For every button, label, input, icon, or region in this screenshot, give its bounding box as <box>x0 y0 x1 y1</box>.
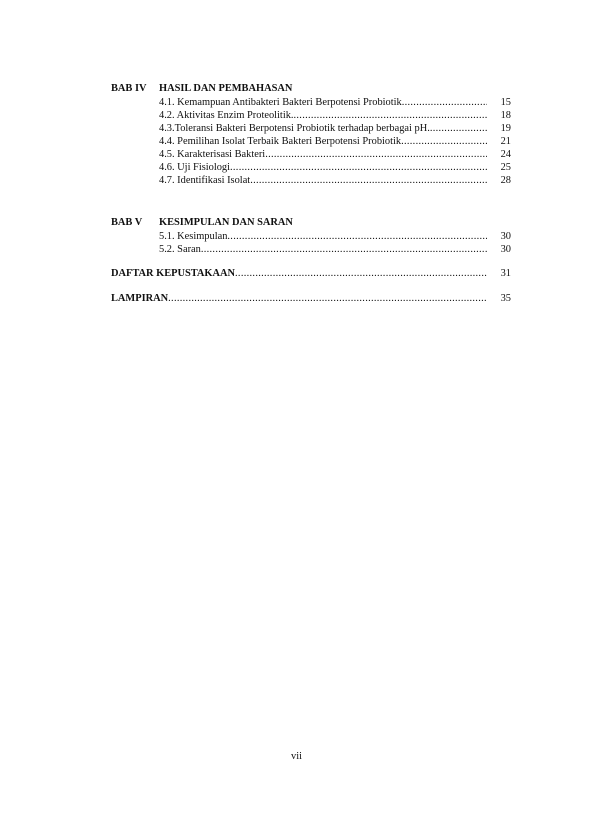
dot-leader <box>201 243 487 256</box>
entry-title: 4.7. Identifikasi Isolat <box>159 175 251 186</box>
entry-page: 30 <box>500 244 511 255</box>
toc-entry <box>111 109 511 122</box>
entry-title: 4.1. Kemampuan Antibakteri Bakteri Berpotensi Probiotik <box>159 97 402 108</box>
appendix-entry <box>111 291 511 306</box>
references-entry <box>111 266 511 281</box>
dot-leader <box>168 291 487 306</box>
entry-page: 15 <box>500 97 511 108</box>
dot-leader <box>230 161 487 174</box>
entry-title: 4.4. Pemilihan Isolat Terbaik Bakteri Berpotensi Probiotik <box>159 136 402 147</box>
dot-leader <box>294 109 488 122</box>
toc-entry <box>111 148 511 161</box>
chapter-number: BAB IV <box>111 83 147 94</box>
entry-page: 24 <box>500 149 511 160</box>
dot-leader <box>235 266 487 281</box>
toc-entry <box>111 96 511 109</box>
dot-leader <box>430 122 487 135</box>
appendix-page: 35 <box>500 293 511 304</box>
chapter-heading <box>111 215 511 230</box>
dot-leader <box>227 230 487 243</box>
toc-entry <box>111 135 511 148</box>
appendix-title: LAMPIRAN <box>111 293 169 304</box>
dot-leader <box>250 174 487 187</box>
page-number: vii <box>291 751 302 762</box>
entry-title: 4.2. Aktivitas Enzim Proteolitik. <box>159 110 294 121</box>
entry-page: 19 <box>500 123 511 134</box>
toc-entry <box>111 230 511 243</box>
toc-entry <box>111 174 511 187</box>
toc-entry <box>111 122 511 135</box>
references-page: 31 <box>500 268 511 279</box>
entry-title: 5.2. Saran <box>159 244 201 255</box>
references-title: DAFTAR KEPUSTAKAAN <box>111 268 236 279</box>
entry-page: 30 <box>500 231 511 242</box>
chapter-heading <box>111 81 511 96</box>
dot-leader <box>401 135 487 148</box>
dot-leader <box>402 96 487 109</box>
entry-title: 4.6. Uji Fisiologi <box>159 162 231 173</box>
chapter-title: HASIL DAN PEMBAHASAN <box>159 83 293 94</box>
dot-leader <box>265 148 487 161</box>
entry-page: 25 <box>500 162 511 173</box>
chapter-number: BAB V <box>111 217 143 228</box>
table-of-contents <box>111 81 511 306</box>
chapter-title: KESIMPULAN DAN SARAN <box>159 217 293 228</box>
entry-page: 21 <box>500 136 511 147</box>
entry-title: 5.1. Kesimpulan <box>159 231 228 242</box>
toc-entry <box>111 161 511 174</box>
entry-title: 4.3.Toleransi Bakteri Berpotensi Probiotik terhadap berbagai pH. <box>159 123 430 134</box>
entry-page: 28 <box>500 175 511 186</box>
toc-entry <box>111 243 511 256</box>
chapter-bab-iv <box>111 81 511 187</box>
entry-page: 18 <box>500 110 511 121</box>
chapter-bab-v <box>111 215 511 256</box>
entry-title: 4.5. Karakterisasi Bakteri <box>159 149 266 160</box>
